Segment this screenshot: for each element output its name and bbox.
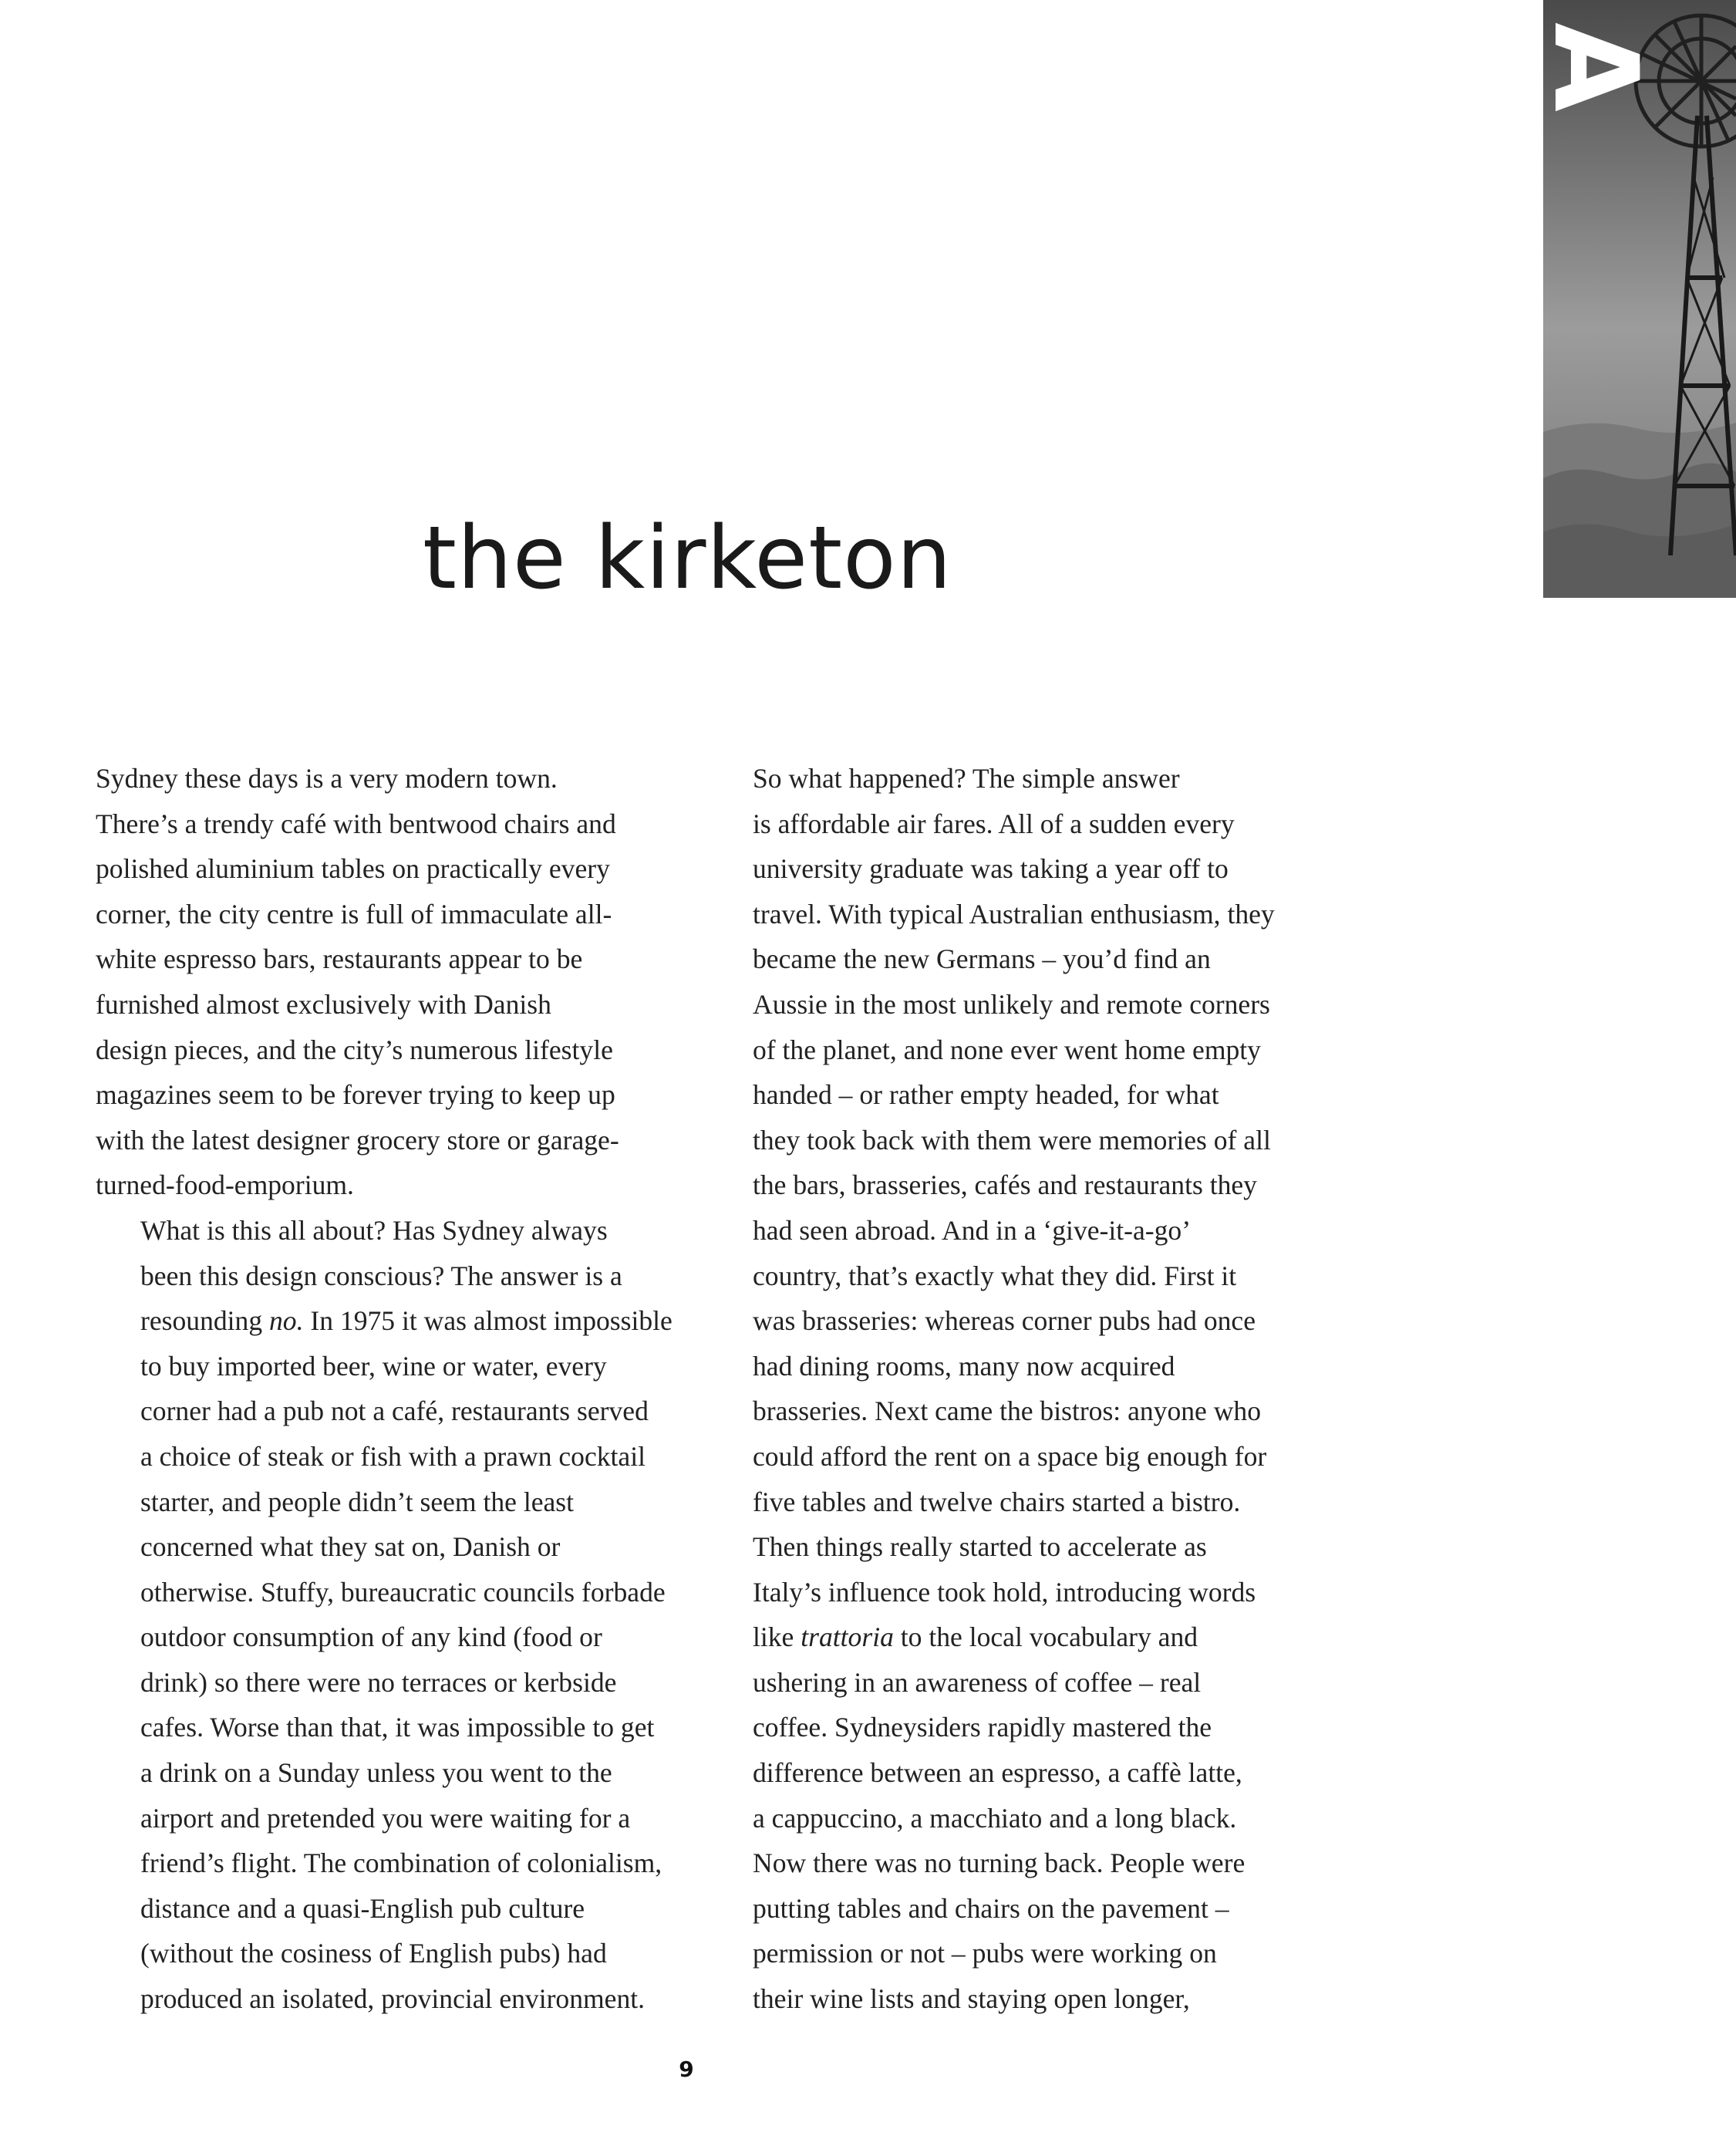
text-line: ushering in an awareness of coffee – real bbox=[753, 1666, 1202, 1698]
text-line: cafes. Worse than that, it was impossible to get bbox=[140, 1712, 655, 1743]
text-line: outdoor consumption of any kind (food or bbox=[140, 1621, 602, 1653]
text-column-right bbox=[708, 756, 1302, 2022]
text-line: What is this all about? Has Sydney always bbox=[140, 1214, 608, 1246]
text-line: Aussie in the most unlikely and remote corners bbox=[753, 988, 1270, 1020]
text-line: putting tables and chairs on the pavement – bbox=[753, 1892, 1229, 1924]
text-column-left bbox=[96, 756, 689, 2022]
text-line: (without the cosiness of English pubs) had bbox=[140, 1938, 607, 1969]
text-line: white espresso bars, restaurants appear to be bbox=[96, 943, 583, 975]
text-line: drink) so there were no terraces or kerbside bbox=[140, 1666, 617, 1698]
text-line: had dining rooms, many now acquired bbox=[753, 1350, 1175, 1382]
text-line: produced an isolated, provincial environment. bbox=[140, 1983, 646, 2015]
text-line: Italy’s influence took hold, introducing words bbox=[753, 1576, 1256, 1608]
emphasis: no. bbox=[269, 1305, 304, 1337]
text-line: Then things really started to accelerate as bbox=[753, 1531, 1207, 1563]
text-line: country, that’s exactly what they did. First it bbox=[753, 1260, 1237, 1291]
text-line: Sydney these days is a very modern town. bbox=[96, 763, 558, 794]
text-line: is affordable air fares. All of a sudden every bbox=[753, 808, 1235, 839]
text-line: became the new Germans – you’d find an bbox=[753, 943, 1211, 975]
text-line: design pieces, and the city’s numerous lifestyle bbox=[96, 1034, 613, 1065]
text-line: difference between an espresso, a caffè latte, bbox=[753, 1757, 1242, 1789]
text-line: concerned what they sat on, Danish or bbox=[140, 1531, 561, 1563]
text-line: travel. With typical Australian enthusiasm, they bbox=[753, 898, 1275, 930]
text-line: friend’s flight. The combination of colonialism, bbox=[140, 1847, 662, 1879]
text-line: to buy imported beer, wine or water, every bbox=[140, 1350, 607, 1382]
text-line: corner had a pub not a café, restaurants served bbox=[140, 1395, 649, 1427]
text-line: So what happened? The simple answer bbox=[753, 763, 1180, 794]
paragraph bbox=[96, 1208, 689, 2022]
text-line: university graduate was taking a year off to bbox=[753, 853, 1229, 885]
text-line: like trattoria to the local vocabulary and bbox=[753, 1621, 1198, 1653]
text-line: handed – or rather empty headed, for what bbox=[753, 1079, 1219, 1111]
text-line: polished aluminium tables on practically every bbox=[96, 853, 610, 885]
text-line: five tables and twelve chairs started a bistro. bbox=[753, 1486, 1241, 1517]
text-line: they took back with them were memories of all bbox=[753, 1124, 1271, 1156]
page-title: the kirketon bbox=[423, 508, 952, 609]
text-line: permission or not – pubs were working on bbox=[753, 1938, 1217, 1969]
text-line: a cappuccino, a macchiato and a long black. bbox=[753, 1802, 1237, 1834]
paragraph bbox=[708, 756, 1302, 2022]
text-line: corner, the city centre is full of immaculate all- bbox=[96, 898, 612, 930]
page-number: 9 bbox=[679, 2057, 694, 2082]
text-line: Now there was no turning back. People were bbox=[753, 1847, 1246, 1879]
text-line: was brasseries: whereas corner pubs had once bbox=[753, 1305, 1256, 1337]
text-line: turned-food-emporium. bbox=[96, 1169, 354, 1201]
text-line: There’s a trendy café with bentwood chairs and bbox=[96, 808, 616, 839]
text-line: otherwise. Stuffy, bureaucratic councils forbade bbox=[140, 1576, 666, 1608]
text-line: brasseries. Next came the bistros: anyone who bbox=[753, 1395, 1261, 1427]
side-tab-initial: A bbox=[1528, 22, 1663, 113]
emphasis: trattoria bbox=[801, 1621, 894, 1653]
text-line: coffee. Sydneysiders rapidly mastered the bbox=[753, 1712, 1212, 1743]
text-line: with the latest designer grocery store or garage- bbox=[96, 1124, 619, 1156]
text-line: starter, and people didn’t seem the least bbox=[140, 1486, 575, 1517]
paragraph bbox=[96, 756, 689, 1208]
text-line: a choice of steak or fish with a prawn cocktail bbox=[140, 1440, 646, 1472]
text-line: their wine lists and staying open longer, bbox=[753, 1983, 1190, 2015]
text-line: furnished almost exclusively with Danish bbox=[96, 988, 551, 1020]
text-line: of the planet, and none ever went home empty bbox=[753, 1034, 1261, 1065]
text-line: airport and pretended you were waiting for a bbox=[140, 1802, 631, 1834]
text-line: resounding no. In 1975 it was almost impossible bbox=[140, 1305, 672, 1337]
text-line: distance and a quasi-English pub culture bbox=[140, 1892, 585, 1924]
side-tab-word: AUSTRALIA bbox=[1497, 339, 1539, 716]
text-line: a drink on a Sunday unless you went to the bbox=[140, 1757, 612, 1789]
text-line: been this design conscious? The answer is a bbox=[140, 1260, 622, 1291]
text-line: magazines seem to be forever trying to keep up bbox=[96, 1079, 615, 1111]
text-line: could afford the rent on a space big enough for bbox=[753, 1440, 1267, 1472]
text-line: the bars, brasseries, cafés and restaurants they bbox=[753, 1169, 1257, 1201]
text-line: had seen abroad. And in a ‘give-it-a-go’ bbox=[753, 1214, 1192, 1246]
